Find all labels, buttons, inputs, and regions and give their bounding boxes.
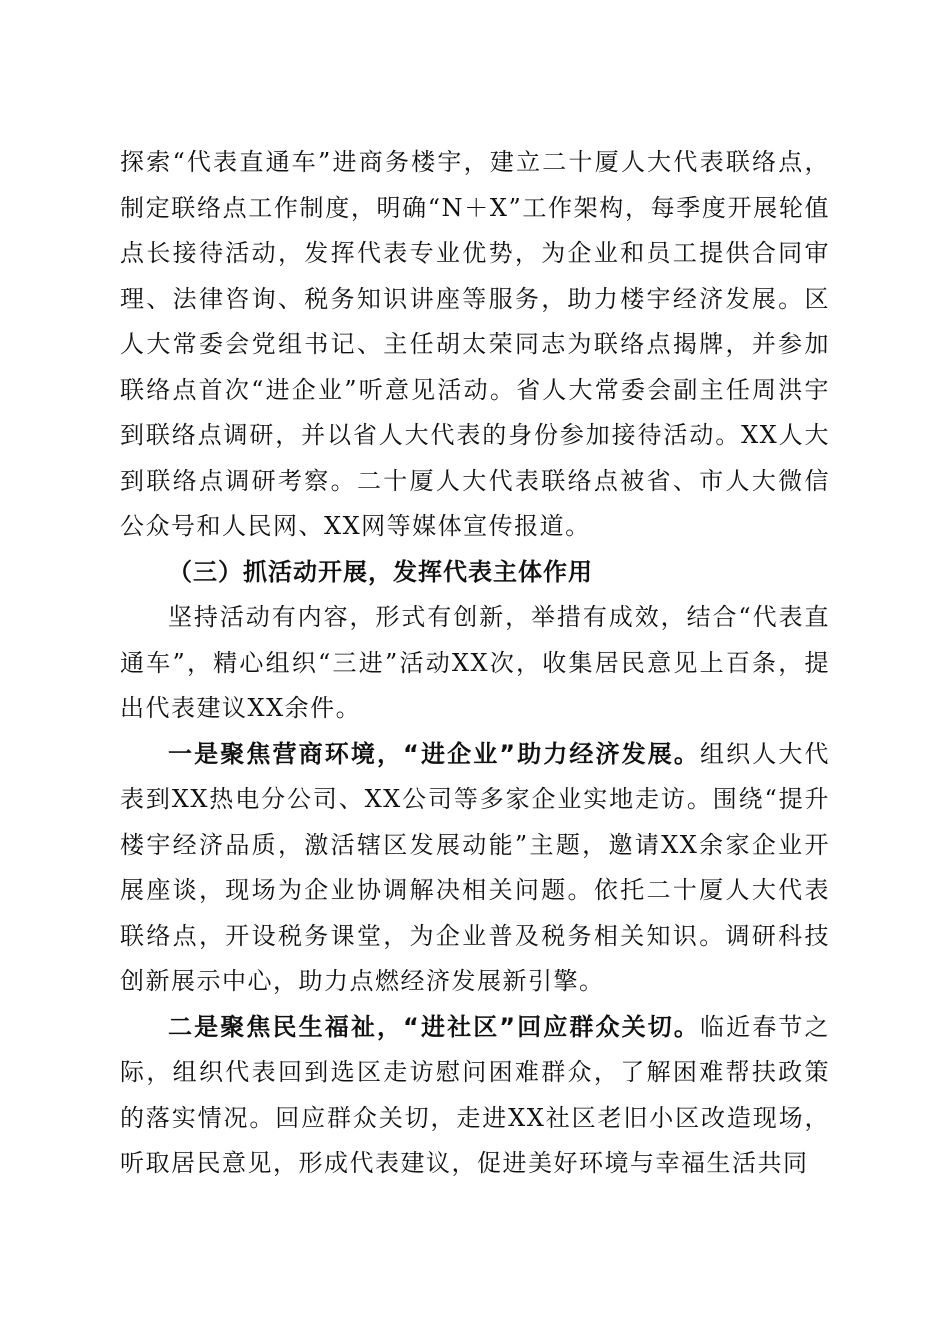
paragraph-text: 坚持活动有内容，形式有创新，举措有成效，结合“代表直通车”，精心组织“三进”活动XX次，收集居民意见上百条，提出代表建议XX余件。 (120, 603, 830, 722)
paragraph-livelihood (120, 1005, 830, 1187)
paragraph-lead: 一是聚焦营商环境，“进企业”助力经济发展。 (168, 739, 701, 768)
paragraph-lead: 二是聚焦民生福祉，“进社区”回应群众关切。 (168, 1012, 701, 1041)
section-heading (120, 550, 830, 596)
paragraph-text: 探索“代表直通车”进商务楼宇，建立二十厦人大代表联络点，制定联络点工作制度，明确“N＋X”工作架构，每季度开展轮值点长接待活动，发挥代表专业优势，为企业和员工提供合同审理、法律咨询、税务知识讲座等服务，助力楼宇经济发展。区人大常委会党组书记、主任胡太荣同志为联络点揭牌，并参加联络点首次“进企业”听意见活动。省人大常委会副主任周洪宇到联络点调研，并以省人大代表的身份参加接待活动。XX人大到联络点调研考察。二十厦人大代表联络点被省、市人大微信公众号和人民网、XX网等媒体宣传报道。 (120, 148, 830, 540)
paragraph-business-environment (120, 732, 830, 1005)
paragraph-text: 组织人大代表到XX热电分公司、XX公司等多家企业实地走访。围绕“提升楼宇经济品质，激活辖区发展动能”主题，邀请XX余家企业开展座谈，现场为企业协调解决相关问题。依托二十厦人大代表联络点，开设税务课堂，为企业普及税务相关知识。调研科技创新展示中心，助力点燃经济发展新引擎。 (120, 739, 831, 995)
document-body (120, 140, 830, 1187)
section-heading-text: （三）抓活动开展，发挥代表主体作用 (168, 557, 593, 586)
paragraph-liaison-point (120, 140, 830, 550)
paragraph-activities (120, 595, 830, 732)
paragraph-text: 临近春节之际，组织代表回到选区走访慰问困难群众，了解困难帮扶政策的落实情况。回应群众关切，走进XX社区老旧小区改造现场，听取居民意见，形成代表建议，促进美好环境与幸福生活共同 (120, 1012, 831, 1177)
